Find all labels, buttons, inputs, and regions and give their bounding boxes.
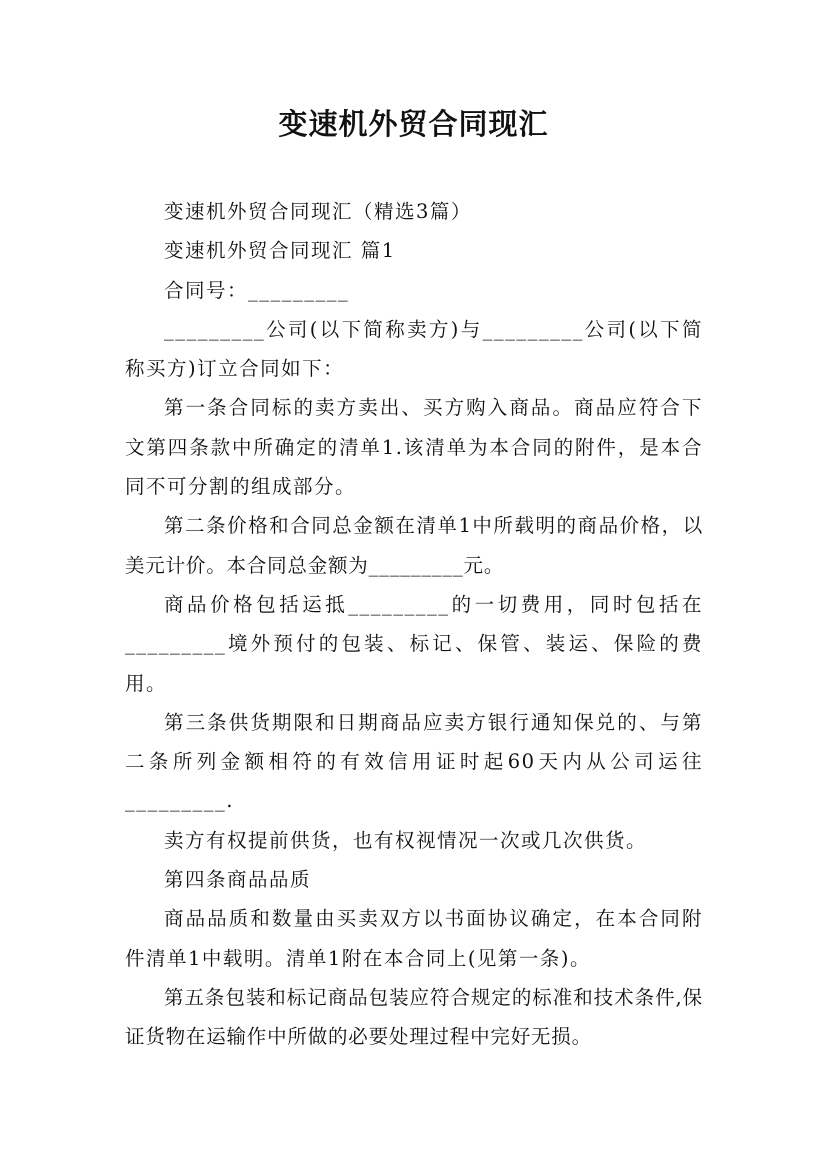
document-title: 变速机外贸合同现汇 <box>278 107 549 141</box>
paragraph-article-2: 第二条价格和合同总金额在清单1中所载明的商品价格，以美元计价。本合同总金额为_________元。 <box>125 514 703 577</box>
paragraph-delivery-rights: 卖方有权提前供货，也有权视情况一次或几次供货。 <box>164 828 648 852</box>
paragraph-price-terms: 商品价格包括运抵_________的一切费用，同时包括在_________境外预付的包装、标记、保管、装运、保险的费用。 <box>125 592 703 695</box>
paragraph-parties: _________公司(以下简称卖方)与_________公司(以下简称买方)订立合同如下： <box>125 317 703 381</box>
paragraph-article-3: 第三条供货期限和日期商品应卖方银行通知保兑的、与第二条所列金额相符的有效信用证时起60天内从公司运往_________. <box>125 710 703 813</box>
paragraph-article-5: 第五条包装和标记商品包装应符合规定的标准和技术条件,保证货物在运输作中所做的必要处理过程中完好无损。 <box>125 985 703 1049</box>
paragraph-contract-number: 合同号：_________ <box>164 278 350 302</box>
paragraph-subtitle: 变速机外贸合同现汇（精选3篇） <box>164 200 472 223</box>
paragraph-article-4: 商品品质和数量由买卖双方以书面协议确定，在本合同附件清单1中载明。清单1附在本合同上(见第一条)。 <box>125 907 703 970</box>
paragraph-article-1: 第一条合同标的卖方卖出、买方购入商品。商品应符合下文第四条款中所确定的清单1.该清单为本合同的附件，是本合同不可分割的组成部分。 <box>125 396 703 499</box>
paragraph-section-heading: 变速机外贸合同现汇 篇1 <box>164 239 396 263</box>
paragraph-article-4-heading: 第四条商品品质 <box>164 868 312 892</box>
document-body <box>125 192 703 1057</box>
